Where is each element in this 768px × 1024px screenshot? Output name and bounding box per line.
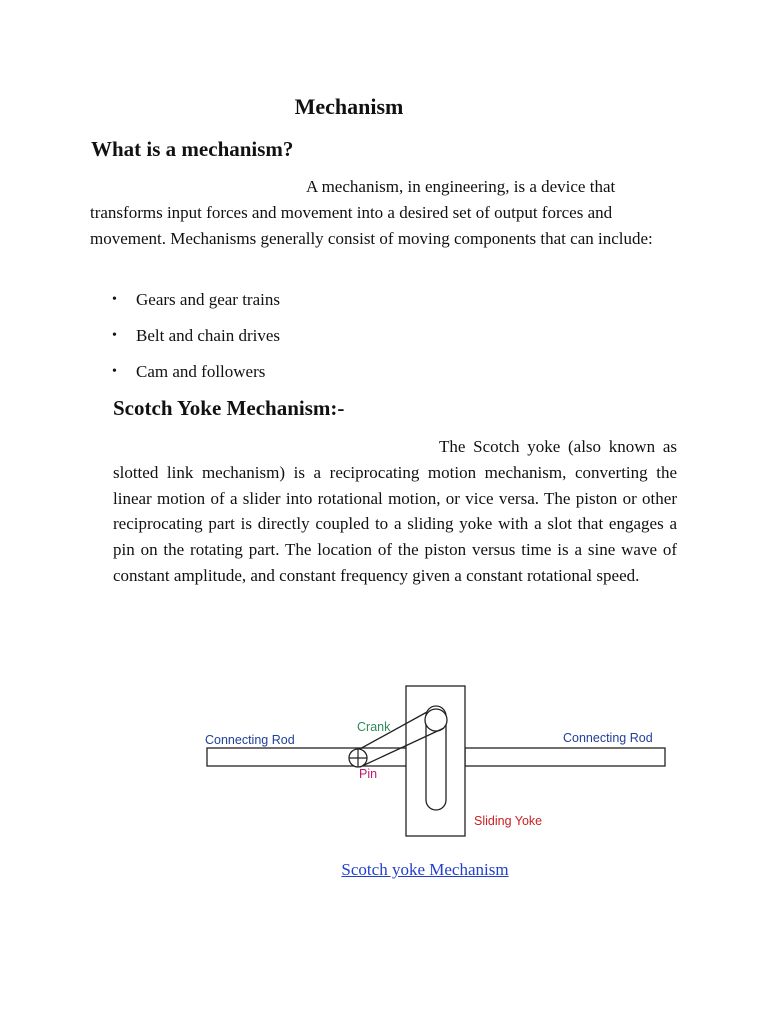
section-heading-scotch-yoke: Scotch Yoke Mechanism:- [113, 396, 345, 420]
right-connecting-rod [465, 748, 665, 766]
scotch-yoke-diagram [195, 680, 675, 840]
intro-paragraph: A mechanism, in engineering, is a device that transforms input forces and movement into a desired set of output forces and movement. Mechanisms generally consist of moving components that can include: [90, 177, 653, 248]
list-item-text: Gears and gear trains [136, 290, 280, 309]
list-item-text: Cam and followers [136, 362, 266, 381]
list-item [108, 358, 280, 394]
list-item [108, 286, 280, 322]
components-list [108, 286, 280, 394]
scotch-yoke-paragraph: The Scotch yoke (also known as slotted link mechanism) is a reciprocating motion mechanism, converting the linear motion of a slider into rotational motion, or vice versa. The piston or other reciprocating part is directly coupled to a sliding yoke with a slot that engages a pin on the rotating part. The location of the piston versus time is a sine wave of constant amplitude, and constant frequency given a constant rotational speed. [113, 437, 677, 585]
page-title: Mechanism [294, 94, 404, 119]
label-pin: Pin [359, 767, 378, 781]
label-crank: Crank [357, 720, 391, 734]
list-item [108, 322, 280, 358]
label-sliding-yoke: Sliding Yoke [474, 814, 543, 828]
label-connecting-rod-left: Connecting Rod [205, 733, 295, 747]
bullet-icon: • [112, 292, 117, 307]
label-connecting-rod-right: Connecting Rod [563, 731, 653, 745]
figure-caption-link[interactable]: Scotch yoke Mechanism [341, 860, 509, 879]
left-connecting-rod [207, 748, 407, 766]
bullet-icon: • [112, 364, 117, 379]
section-heading-what-is-mechanism: What is a mechanism? [91, 137, 294, 161]
list-item-text: Belt and chain drives [136, 326, 280, 345]
bullet-icon: • [112, 328, 117, 343]
